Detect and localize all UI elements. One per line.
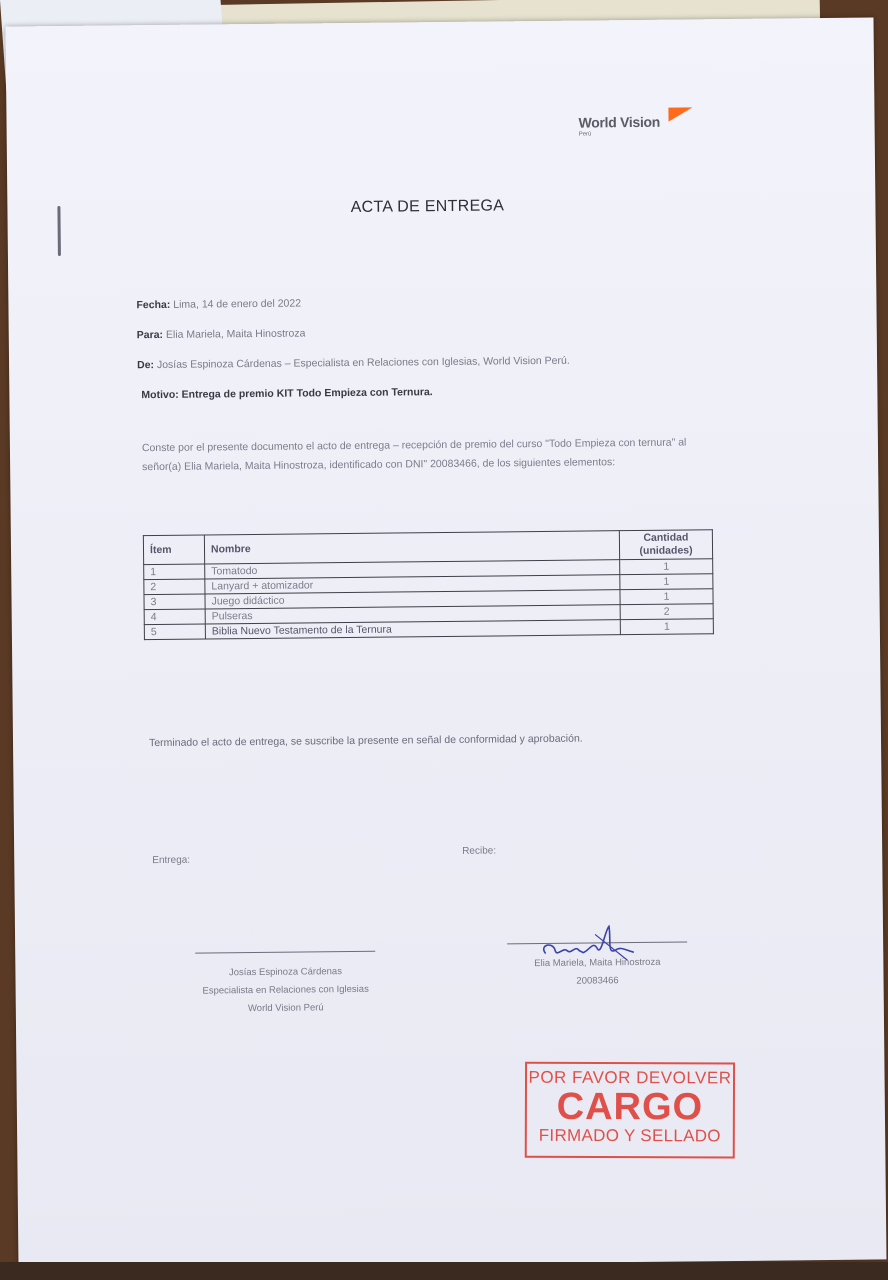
logo-tagline: Perú [578, 131, 592, 138]
entrega-role: Especialista en Relaciones con Iglesias [202, 983, 369, 997]
logo-name: World Vision [578, 113, 661, 131]
de-label: De: [137, 359, 155, 372]
row-item: 4 [144, 609, 205, 625]
recibe-signer-block [477, 953, 717, 992]
row-qty: 1 [620, 559, 713, 575]
entrega-signer-block [165, 962, 406, 1019]
fecha-value: Lima, 14 de enero del 2022 [173, 297, 302, 311]
row-qty: 2 [620, 604, 713, 620]
header-qty: Cantidad (unidades) [619, 530, 712, 560]
recibe-label: Recibe: [462, 845, 497, 857]
de-value: Josías Espinoza Cárdenas – Especialista en Relaciones con Iglesias, World Vision Perú. [156, 354, 570, 372]
motivo-value: Entrega de premio KIT Todo Empieza con Ternura. [181, 386, 433, 401]
row-item: 1 [144, 564, 205, 580]
stamp-line-3: FIRMADO Y SELLADO [538, 1125, 721, 1146]
logo-flag-icon [668, 107, 692, 121]
document-title: ACTA DE ENTREGA [350, 197, 505, 216]
motivo-label: Motivo: [141, 388, 179, 402]
row-name: Juego didáctico [205, 590, 620, 609]
de-field [137, 355, 570, 372]
para-field [137, 327, 306, 341]
pen-mark [57, 206, 61, 256]
row-name: Tomatodo [205, 560, 620, 579]
fecha-field [136, 297, 301, 311]
cargo-stamp [525, 1062, 735, 1159]
para-label: Para: [136, 328, 164, 342]
motivo-field [141, 386, 432, 401]
recibe-name: Elia Mariela, Maita Hinostroza [534, 956, 661, 970]
header-name: Nombre [204, 531, 619, 564]
closing-statement: Terminado el acto de entrega, se suscribe la presente en señal de conformidad y aprobación. [148, 732, 583, 750]
row-item: 5 [144, 624, 205, 640]
row-name: Lanyard + atomizador [205, 575, 620, 594]
stamp-line-1: POR FAVOR DEVOLVER [528, 1067, 732, 1088]
entrega-name: Josías Espinoza Cárdenas [228, 966, 342, 979]
row-name: Biblia Nuevo Testamento de la Ternura [205, 620, 620, 639]
para-value: Elia Mariela, Maita Hinostroza [165, 327, 306, 341]
row-qty: 1 [620, 619, 713, 635]
row-name: Pulseras [205, 605, 620, 624]
document-page [6, 17, 887, 1268]
entrega-label: Entrega: [152, 854, 191, 867]
row-item: 2 [144, 579, 205, 595]
row-qty: 1 [620, 574, 713, 590]
table-surface-edge [0, 1262, 888, 1280]
world-vision-logo [578, 113, 698, 154]
entrega-org: World Vision Perú [247, 1002, 324, 1015]
entrega-signature-line [195, 951, 375, 954]
stamp-line-2: CARGO [556, 1085, 704, 1129]
body-paragraph: Conste por el presente documento el acto de entrega – recepción de premio del curso "Todo Empieza con ternura" al señor(a) Elia Mariela, Maita Hinostroza, identificado con DNI" 20083466, de los siguientes elementos: [141, 436, 687, 474]
row-qty: 1 [620, 589, 713, 605]
fecha-label: Fecha: [136, 298, 171, 312]
header-item: Ítem [143, 535, 204, 565]
recibe-dni: 20083466 [576, 975, 619, 987]
items-table [143, 529, 714, 640]
row-item: 3 [144, 594, 205, 610]
